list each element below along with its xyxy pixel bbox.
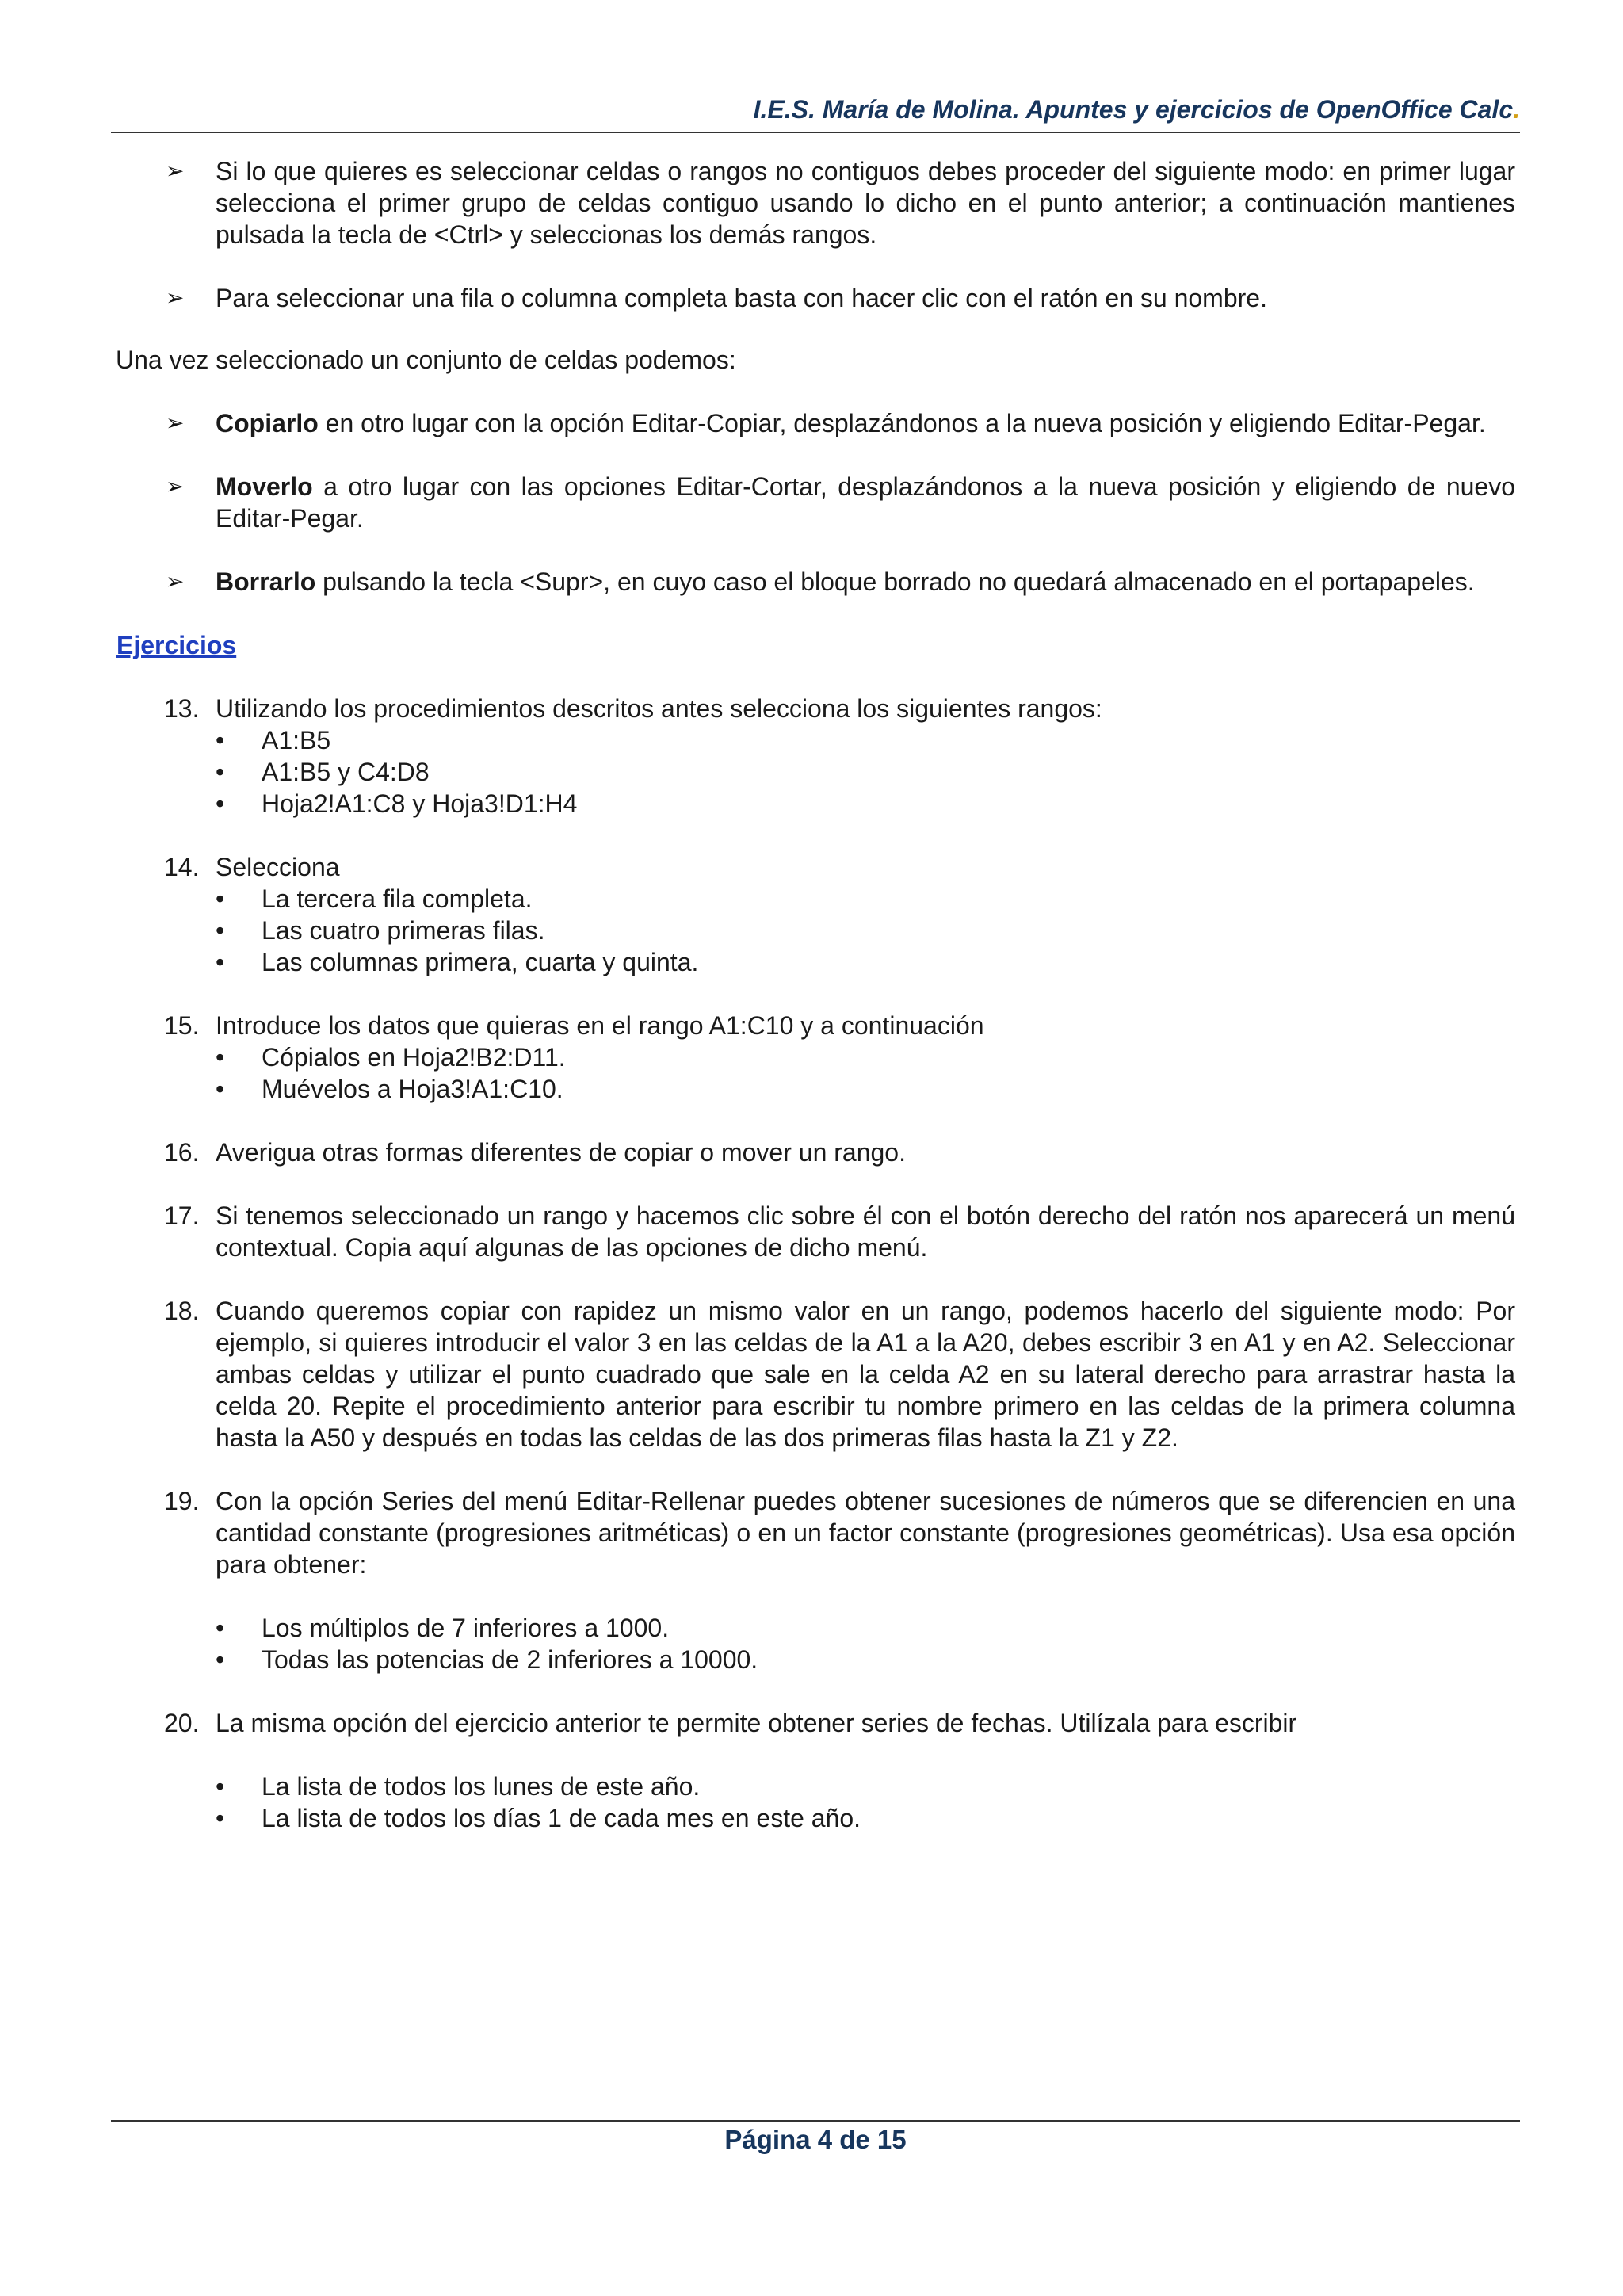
bullet-item — [216, 756, 1515, 788]
action-term-copy: Copiarlo — [216, 409, 319, 437]
bullet-dot-icon: • — [216, 726, 225, 755]
exercise-16 — [116, 1137, 1515, 1168]
arrow-bullet-icon: ➢ — [166, 474, 185, 499]
action-term-delete: Borrarlo — [216, 567, 316, 596]
arrow-bullet-icon: ➢ — [166, 285, 185, 310]
arrow-item-delete — [116, 566, 1515, 598]
bullet-item — [216, 1802, 1515, 1834]
bullet-item — [216, 788, 1515, 819]
page-footer: Página 4 de 15 — [724, 2125, 907, 2154]
footer-rule — [111, 2120, 1520, 2122]
exercise-bullets — [216, 1612, 1515, 1675]
bullet-item — [216, 1073, 1515, 1105]
bullet-text: A1:B5 y C4:D8 — [262, 758, 430, 786]
bullet-dot-icon: • — [216, 948, 225, 976]
exercise-number: 13. — [164, 694, 200, 723]
exercise-text: Selecciona — [216, 853, 340, 881]
bullet-item — [216, 724, 1515, 756]
action-text-delete: pulsando la tecla <Supr>, en cuyo caso el bloque borrado no quedará almacenado en el portapapeles. — [315, 567, 1475, 596]
exercise-number: 18. — [164, 1297, 200, 1325]
exercise-13 — [116, 693, 1515, 819]
exercise-14 — [116, 851, 1515, 978]
exercise-number: 15. — [164, 1011, 200, 1040]
arrow-item-full-row — [116, 282, 1515, 314]
exercise-number: 16. — [164, 1138, 200, 1167]
bullet-item — [216, 883, 1515, 915]
action-text-copy: en otro lugar con la opción Editar-Copiar, desplazándonos a la nueva posición y eligiendo Editar-Pegar. — [318, 409, 1486, 437]
exercise-text: Con la opción Series del menú Editar-Rellenar puedes obtener sucesiones de números que se diferencien en una cantidad constante (progresiones aritméticas) o en un factor constante (progresiones geométricas). Usa esa opción para obtener: — [216, 1487, 1515, 1579]
bullet-item — [216, 946, 1515, 978]
arrow-item-copy — [116, 407, 1515, 439]
exercise-17 — [116, 1200, 1515, 1263]
bullet-text: Las columnas primera, cuarta y quinta. — [262, 948, 699, 976]
bullet-text: La tercera fila completa. — [262, 884, 533, 913]
bullet-item — [216, 1771, 1515, 1802]
exercise-text: Si tenemos seleccionado un rango y hacemos clic sobre él con el botón derecho del ratón nos aparecerá un menú contextual. Copia aquí algunas de las opciones de dicho menú. — [216, 1201, 1515, 1262]
exercise-text: Introduce los datos que quieras en el rango A1:C10 y a continuación — [216, 1011, 984, 1040]
arrow-bullet-icon: ➢ — [166, 159, 185, 183]
bullet-item — [216, 1041, 1515, 1073]
bullet-text: Cópialos en Hoja2!B2:D11. — [262, 1043, 566, 1072]
selection-intro: Una vez seleccionado un conjunto de celdas podemos: — [116, 346, 736, 374]
section-title-ejercicios[interactable]: Ejercicios — [116, 631, 237, 659]
exercise-number: 19. — [164, 1487, 200, 1515]
arrow-item-noncontiguous — [116, 155, 1515, 250]
exercise-text: Cuando queremos copiar con rapidez un mismo valor en un rango, podemos hacerlo del siguiente modo: Por ejemplo, si quieres introducir el valor 3 en las celdas de la A1 a la A20, debes escribir 3 en A1 y en A2. Seleccionar ambas celdas y utilizar el punto cuadrado que sale en la celda A2 en su lateral derecho para arrastrar hasta la celda 20. Repite el procedimiento anterior para escribir tu nombre primero en las celdas de la primera columna hasta la A50 y después en todas las celdas de las dos primeras filas hasta la Z1 y Z2. — [216, 1297, 1515, 1452]
arrow-item-move — [116, 471, 1515, 534]
bullet-dot-icon: • — [216, 758, 225, 786]
bullet-dot-icon: • — [216, 884, 225, 913]
bullet-dot-icon: • — [216, 1043, 225, 1072]
bullet-item — [216, 1644, 1515, 1675]
bullet-dot-icon: • — [216, 1075, 225, 1103]
bullet-text: Muévelos a Hoja3!A1:C10. — [262, 1075, 563, 1103]
exercise-text: Averigua otras formas diferentes de copiar o mover un rango. — [216, 1138, 906, 1167]
exercise-number: 14. — [164, 853, 200, 881]
bullet-text: La lista de todos los lunes de este año. — [262, 1772, 701, 1801]
arrow-bullet-icon: ➢ — [166, 411, 185, 435]
bullet-text: Hoja2!A1:C8 y Hoja3!D1:H4 — [262, 789, 578, 818]
exercise-20 — [116, 1707, 1515, 1834]
exercise-number: 17. — [164, 1201, 200, 1230]
bullet-text: Todas las potencias de 2 inferiores a 10000. — [262, 1645, 758, 1674]
exercise-number: 20. — [164, 1709, 200, 1737]
exercise-text: La misma opción del ejercicio anterior te permite obtener series de fechas. Utilízala para escribir — [216, 1709, 1297, 1737]
exercise-bullets — [216, 1771, 1515, 1834]
bullet-dot-icon: • — [216, 1772, 225, 1801]
arrow-item-text: Si lo que quieres es seleccionar celdas o rangos no contiguos debes proceder del siguiente modo: en primer lugar selecciona el primer grupo de celdas contiguo usando lo dicho en el punto anterior; a continuación mantienes pulsada la tecla de <Ctrl> y seleccionas los demás rangos. — [216, 157, 1515, 249]
bullet-item — [216, 1612, 1515, 1644]
bullet-dot-icon: • — [216, 789, 225, 818]
bullet-dot-icon: • — [216, 1614, 225, 1642]
bullet-dot-icon: • — [216, 916, 225, 945]
exercise-15 — [116, 1010, 1515, 1105]
bullet-item — [216, 915, 1515, 946]
bullet-text: A1:B5 — [262, 726, 331, 755]
exercise-text: Utilizando los procedimientos descritos antes selecciona los siguientes rangos: — [216, 694, 1102, 723]
bullet-text: Las cuatro primeras filas. — [262, 916, 545, 945]
exercise-bullets — [216, 1041, 1515, 1105]
header-rule — [111, 132, 1520, 133]
exercise-19 — [116, 1485, 1515, 1675]
header-dot: . — [1513, 95, 1520, 124]
exercise-bullets — [216, 724, 1515, 819]
page-content — [116, 155, 1515, 1834]
exercise-18 — [116, 1295, 1515, 1454]
header-title: I.E.S. María de Molina. Apuntes y ejercicios de OpenOffice Calc — [753, 95, 1514, 124]
exercise-bullets — [216, 883, 1515, 978]
action-term-move: Moverlo — [216, 472, 313, 501]
page-header — [111, 94, 1520, 125]
bullet-text: Los múltiplos de 7 inferiores a 1000. — [262, 1614, 670, 1642]
action-text-move: a otro lugar con las opciones Editar-Cortar, desplazándonos a la nueva posición y eligiendo de nuevo Editar-Pegar. — [216, 472, 1515, 533]
bullet-dot-icon: • — [216, 1645, 225, 1674]
bullet-text: La lista de todos los días 1 de cada mes en este año. — [262, 1804, 861, 1832]
arrow-bullet-icon: ➢ — [166, 569, 185, 594]
bullet-dot-icon: • — [216, 1804, 225, 1832]
arrow-item-text: Para seleccionar una fila o columna completa basta con hacer clic con el ratón en su nombre. — [216, 284, 1267, 312]
